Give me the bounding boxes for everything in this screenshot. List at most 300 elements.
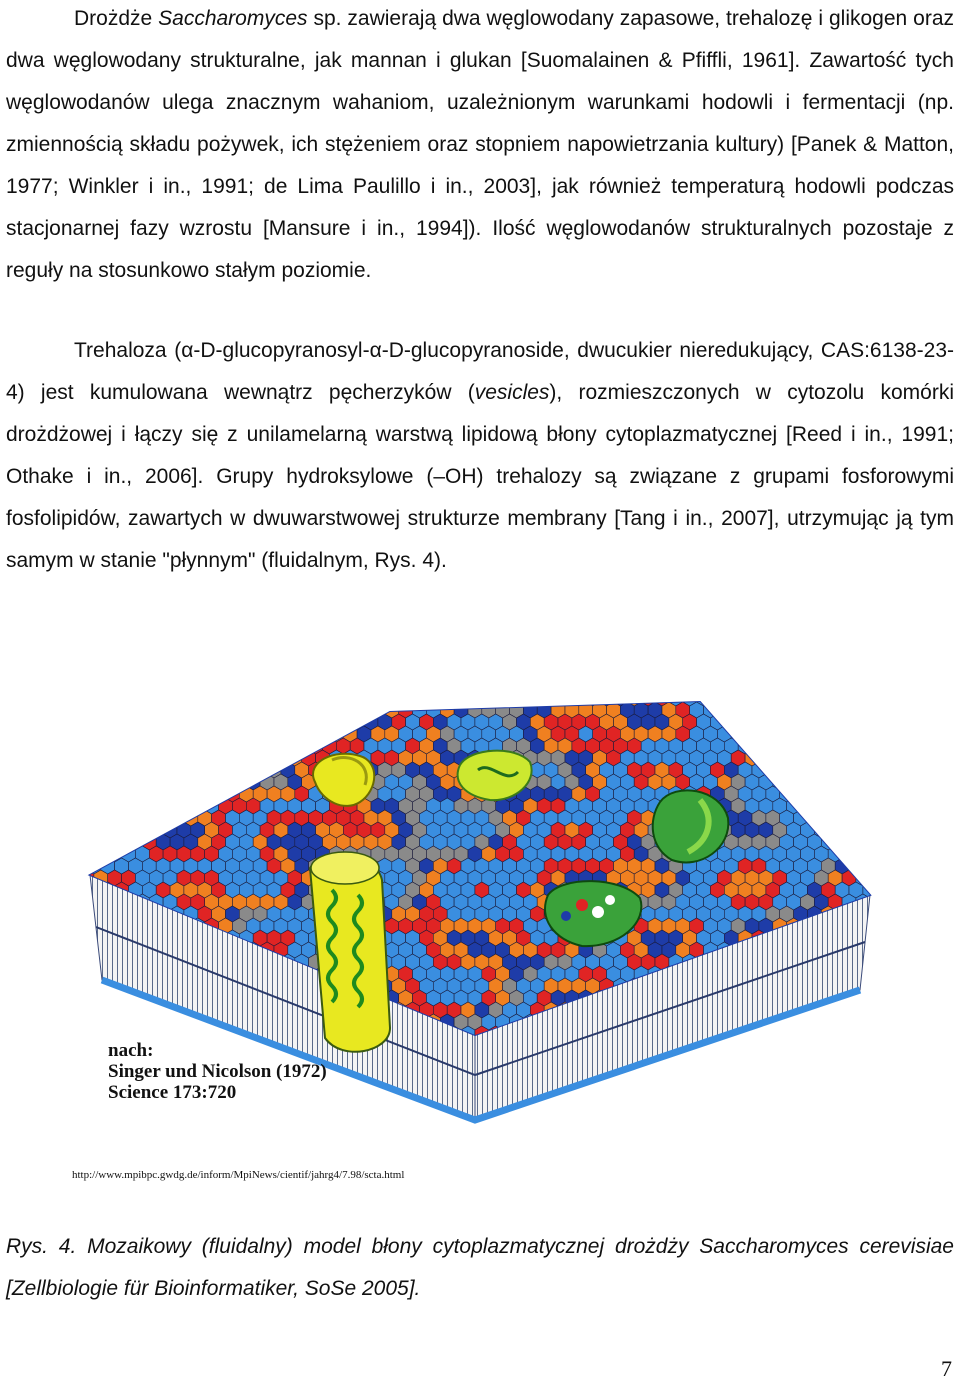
lipid-head [773, 726, 787, 742]
lipid-head [724, 690, 738, 706]
lipid-head [184, 786, 198, 802]
lipid-head [73, 714, 87, 730]
figure-credit-line3: Science 173:720 [108, 1082, 237, 1103]
lipid-head [821, 714, 835, 730]
lipid-head [842, 798, 856, 814]
lipid-head [863, 738, 877, 754]
lipid-head [94, 990, 108, 1006]
lipid-head [891, 738, 905, 754]
lipid-head [191, 702, 205, 718]
lipid-head [849, 1026, 863, 1042]
lipid-head [295, 738, 309, 754]
lipid-head [821, 1026, 835, 1042]
lipid-head [274, 750, 288, 766]
lipid-head [870, 798, 884, 814]
lipid-head [80, 1038, 94, 1054]
lipid-head [246, 750, 260, 766]
lipid-head [87, 834, 101, 850]
lipid-head [870, 702, 884, 718]
lipid-head [870, 990, 884, 1006]
lipid-head [891, 762, 905, 778]
figure-caption: Rys. 4. Mozaikowy (fluidalny) model błony cytoplazmatycznej drożdży Saccharomyces cerevisiae [Zellbiologie für Bioinformatiker, SoSe 2005]. [6, 1235, 954, 1300]
lipid-head [870, 750, 884, 766]
lipid-head [73, 978, 87, 994]
page-number: 7 [941, 1356, 952, 1381]
lipid-head [842, 822, 856, 838]
lipid-head [821, 738, 835, 754]
lipid-head [288, 702, 302, 718]
lipid-head [891, 1026, 905, 1042]
lipid-head [281, 738, 295, 754]
lipid-head [828, 1014, 842, 1030]
lipid-head [156, 738, 170, 754]
lipid-head [752, 738, 766, 754]
lipid-head [891, 834, 905, 850]
lipid-head [842, 846, 856, 862]
lipid-head [759, 1038, 773, 1054]
lipid-head [80, 942, 94, 958]
lipid-head [884, 750, 898, 766]
lipid-head [842, 1014, 856, 1030]
lipid-head [884, 1038, 898, 1054]
lipid-head [288, 726, 302, 742]
lipid-head [814, 1038, 828, 1054]
lipid-head [787, 750, 801, 766]
lipid-head [163, 1038, 177, 1054]
lipid-head [835, 690, 849, 706]
lipid-head [232, 750, 246, 766]
lipid-head [80, 1014, 94, 1030]
lipid-head [205, 1038, 219, 1054]
lipid-head [884, 726, 898, 742]
lipid-head [877, 690, 891, 706]
lipid-head [911, 822, 925, 838]
lipid-head [212, 738, 226, 754]
lipid-head [863, 714, 877, 730]
lipid-head [260, 750, 274, 766]
lipid-head [108, 1014, 122, 1030]
lipid-head [191, 750, 205, 766]
lipid-head [142, 1002, 156, 1018]
lipid-head [80, 894, 94, 910]
lipid-head [877, 1026, 891, 1042]
lipid-head [73, 1026, 87, 1042]
lipid-head [828, 774, 842, 790]
lipid-head [142, 762, 156, 778]
lipid-head [766, 714, 780, 730]
lipid-head [80, 966, 94, 982]
lipid-head [73, 906, 87, 922]
lipid-head [489, 690, 503, 706]
lipid-head [877, 882, 891, 898]
lipid-head [911, 894, 925, 910]
lipid-head [156, 714, 170, 730]
lipid-head [115, 1002, 129, 1018]
lipid-head [73, 810, 87, 826]
lipid-head [316, 702, 330, 718]
lipid-head [94, 774, 108, 790]
lipid-head [807, 786, 821, 802]
lipid-head [849, 858, 863, 874]
lipid-head [884, 846, 898, 862]
lipid-head [198, 690, 212, 706]
lipid-head [87, 810, 101, 826]
lipid-head [163, 798, 177, 814]
lipid-head [378, 690, 392, 706]
lipid-head [898, 942, 912, 958]
lipid-head [323, 690, 337, 706]
lipid-head [898, 822, 912, 838]
lipid-head [835, 738, 849, 754]
lipid-head [122, 750, 136, 766]
lipid-head [101, 738, 115, 754]
lipid-head [129, 762, 143, 778]
lipid-head [108, 990, 122, 1006]
lipid-head [794, 690, 808, 706]
lipid-head [87, 738, 101, 754]
lipid-head [135, 798, 149, 814]
lipid-head [149, 774, 163, 790]
lipid-head [877, 834, 891, 850]
lipid-head [821, 786, 835, 802]
lipid-head [877, 714, 891, 730]
lipid-head [219, 702, 233, 718]
lipid-head [863, 834, 877, 850]
lipid-head [891, 714, 905, 730]
lipid-head [828, 726, 842, 742]
lipid-head [219, 750, 233, 766]
lipid-head [835, 786, 849, 802]
lipid-head [904, 978, 918, 994]
lipid-head [246, 702, 260, 718]
lipid-head [884, 870, 898, 886]
lipid-head [863, 762, 877, 778]
lipid-head [94, 822, 108, 838]
lipid-head [177, 726, 191, 742]
lipid-head [884, 774, 898, 790]
lipid-head [891, 882, 905, 898]
lipid-head [835, 1002, 849, 1018]
lipid-head [122, 798, 136, 814]
lipid-head [801, 1038, 815, 1054]
lipid-head [267, 714, 281, 730]
lipid-head [572, 690, 586, 706]
lipid-head [191, 798, 205, 814]
lipid-head [239, 762, 253, 778]
lipid-head [870, 894, 884, 910]
lipid-head [794, 738, 808, 754]
lipid-head [898, 918, 912, 934]
lipid-head [129, 810, 143, 826]
lipid-head [184, 762, 198, 778]
lipid-head [904, 738, 918, 754]
lipid-head [801, 726, 815, 742]
lipid-head [898, 990, 912, 1006]
lipid-head [911, 918, 925, 934]
lipid-head [904, 954, 918, 970]
lipid-head [163, 702, 177, 718]
membrane-illustration [60, 690, 960, 1200]
lipid-head [842, 1038, 856, 1054]
lipid-head [149, 798, 163, 814]
lipid-head [232, 726, 246, 742]
lipid-head [219, 774, 233, 790]
lipid-head [101, 690, 115, 706]
lipid-head [184, 690, 198, 706]
lipid-head [80, 822, 94, 838]
lipid-head [835, 834, 849, 850]
lipid-head [357, 702, 371, 718]
lipid-head [870, 870, 884, 886]
lipid-head [828, 798, 842, 814]
lipid-head [814, 1014, 828, 1030]
lipid-head [870, 1014, 884, 1030]
lipid-head [745, 1038, 759, 1054]
lipid-head [101, 810, 115, 826]
lipid-head [163, 1014, 177, 1030]
lipid-head [911, 1014, 925, 1030]
lipid-head [814, 798, 828, 814]
lipid-head [94, 798, 108, 814]
figure-credit-line2: Singer und Nicolson (1972) [108, 1061, 327, 1082]
lipid-head [87, 954, 101, 970]
lipid-head [856, 702, 870, 718]
lipid-head [835, 762, 849, 778]
lipid-head [73, 1002, 87, 1018]
lipid-head [260, 726, 274, 742]
lipid-head [856, 1014, 870, 1030]
lipid-head [898, 798, 912, 814]
lipid-head [787, 726, 801, 742]
lipid-head [870, 774, 884, 790]
lipid-head [904, 690, 918, 706]
lipid-head [232, 702, 246, 718]
lipid-head [142, 810, 156, 826]
lipid-head [73, 690, 87, 706]
lipid-head [898, 1038, 912, 1054]
lipid-head [904, 858, 918, 874]
lipid-head [94, 846, 108, 862]
lipid-head [350, 690, 364, 706]
lipid-head [260, 702, 274, 718]
lipid-head [835, 810, 849, 826]
lipid-head [115, 810, 129, 826]
lipid-head [766, 690, 780, 706]
lipid-head [122, 702, 136, 718]
lipid-head [856, 798, 870, 814]
lipid-head [849, 714, 863, 730]
lipid-head [870, 726, 884, 742]
lipid-head [891, 690, 905, 706]
lipid-head [898, 1014, 912, 1030]
lipid-head [253, 690, 267, 706]
lipid-head [73, 882, 87, 898]
lipid-head [142, 714, 156, 730]
lipid-head [170, 762, 184, 778]
lipid-head [780, 1026, 794, 1042]
lipid-head [787, 774, 801, 790]
lipid-head [884, 966, 898, 982]
lipid-head [87, 690, 101, 706]
lipid-head [814, 702, 828, 718]
lipid-head [226, 762, 240, 778]
lipid-head [122, 1014, 136, 1030]
lipid-head [849, 834, 863, 850]
lipid-head [156, 810, 170, 826]
lipid-head [863, 786, 877, 802]
lipid-head [447, 690, 461, 706]
lipid-head [710, 690, 724, 706]
lipid-head [73, 930, 87, 946]
lipid-head [135, 726, 149, 742]
lipid-head [877, 858, 891, 874]
lipid-head [904, 906, 918, 922]
lipid-head [212, 714, 226, 730]
lipid-head [884, 822, 898, 838]
lipid-head [108, 702, 122, 718]
lipid-head [170, 690, 184, 706]
lipid-head [80, 918, 94, 934]
lipid-head [828, 702, 842, 718]
lipid-head [87, 1026, 101, 1042]
lipid-head [759, 750, 773, 766]
lipid-head [849, 738, 863, 754]
lipid-head [149, 750, 163, 766]
lipid-head [814, 726, 828, 742]
lipid-head [177, 1014, 191, 1030]
lipid-head [163, 774, 177, 790]
lipid-head [198, 762, 212, 778]
lipid-head [898, 894, 912, 910]
lipid-head [863, 810, 877, 826]
lipid-head [842, 774, 856, 790]
lipid-head [205, 750, 219, 766]
lipid-head [191, 726, 205, 742]
lipid-head [891, 858, 905, 874]
lipid-head [80, 750, 94, 766]
lipid-head [212, 762, 226, 778]
lipid-head [87, 762, 101, 778]
lipid-head [212, 786, 226, 802]
lipid-head [801, 774, 815, 790]
paragraph-1 [6, 0, 954, 292]
lipid-head [794, 786, 808, 802]
lipid-head [842, 702, 856, 718]
lipid-head [122, 822, 136, 838]
lipid-head [156, 1026, 170, 1042]
lipid-head [461, 690, 475, 706]
lipid-head [600, 690, 614, 706]
lipid-head [898, 774, 912, 790]
lipid-head [787, 702, 801, 718]
lipid-head [904, 1026, 918, 1042]
lipid-head [101, 786, 115, 802]
lipid-head [73, 738, 87, 754]
lipid-head [198, 738, 212, 754]
lipid-head [877, 786, 891, 802]
lipid-head [849, 1002, 863, 1018]
lipid-head [281, 690, 295, 706]
lipid-head [849, 810, 863, 826]
lipid-head [842, 750, 856, 766]
lipid-head [246, 726, 260, 742]
lipid-head [877, 1002, 891, 1018]
lipid-head [406, 690, 420, 706]
lipid-head [724, 714, 738, 730]
lipid-head [807, 738, 821, 754]
lipid-head [835, 1026, 849, 1042]
lipid-head [239, 714, 253, 730]
lipid-head [232, 1038, 246, 1054]
lipid-head [884, 1014, 898, 1030]
lipid-head [807, 810, 821, 826]
lipid-head [904, 786, 918, 802]
lipid-head [177, 774, 191, 790]
lipid-head [177, 798, 191, 814]
lipid-head [177, 750, 191, 766]
lipid-head [184, 714, 198, 730]
lipid-head [267, 690, 281, 706]
lipid-head [212, 690, 226, 706]
lipid-head [129, 690, 143, 706]
lipid-head [433, 690, 447, 706]
lipid-head [821, 762, 835, 778]
lipid-head [911, 990, 925, 1006]
lipid-head [835, 714, 849, 730]
lipid-head [877, 738, 891, 754]
lipid-head [115, 786, 129, 802]
lipid-head [503, 690, 517, 706]
lipid-head [891, 1002, 905, 1018]
lipid-head [911, 966, 925, 982]
lipid-head [205, 726, 219, 742]
lipid-head [870, 822, 884, 838]
lipid-head [884, 798, 898, 814]
lipid-head [475, 690, 489, 706]
lipid-head [191, 774, 205, 790]
lipid-head [343, 702, 357, 718]
lipid-head [780, 690, 794, 706]
lipid-head [794, 762, 808, 778]
lipid-head [891, 930, 905, 946]
lipid-head [156, 786, 170, 802]
lipid-head [226, 690, 240, 706]
lipid-head [911, 750, 925, 766]
lipid-head [101, 834, 115, 850]
lipid-head [226, 714, 240, 730]
lipid-head [198, 786, 212, 802]
lipid-head [274, 702, 288, 718]
lipid-head [170, 714, 184, 730]
lipid-head [911, 702, 925, 718]
lipid-head [717, 702, 731, 718]
lipid-head [80, 990, 94, 1006]
lipid-head [302, 726, 316, 742]
lipid-head [801, 702, 815, 718]
lipid-head [219, 1038, 233, 1054]
lipid-head [135, 822, 149, 838]
lipid-head [108, 726, 122, 742]
lipid-head [219, 726, 233, 742]
lipid-head [821, 690, 835, 706]
lipid-head [94, 702, 108, 718]
lipid-head [911, 846, 925, 862]
lipid-head [73, 954, 87, 970]
lipid-head [101, 762, 115, 778]
lipid-head [115, 714, 129, 730]
lipid-head [156, 762, 170, 778]
lipid-head [898, 846, 912, 862]
